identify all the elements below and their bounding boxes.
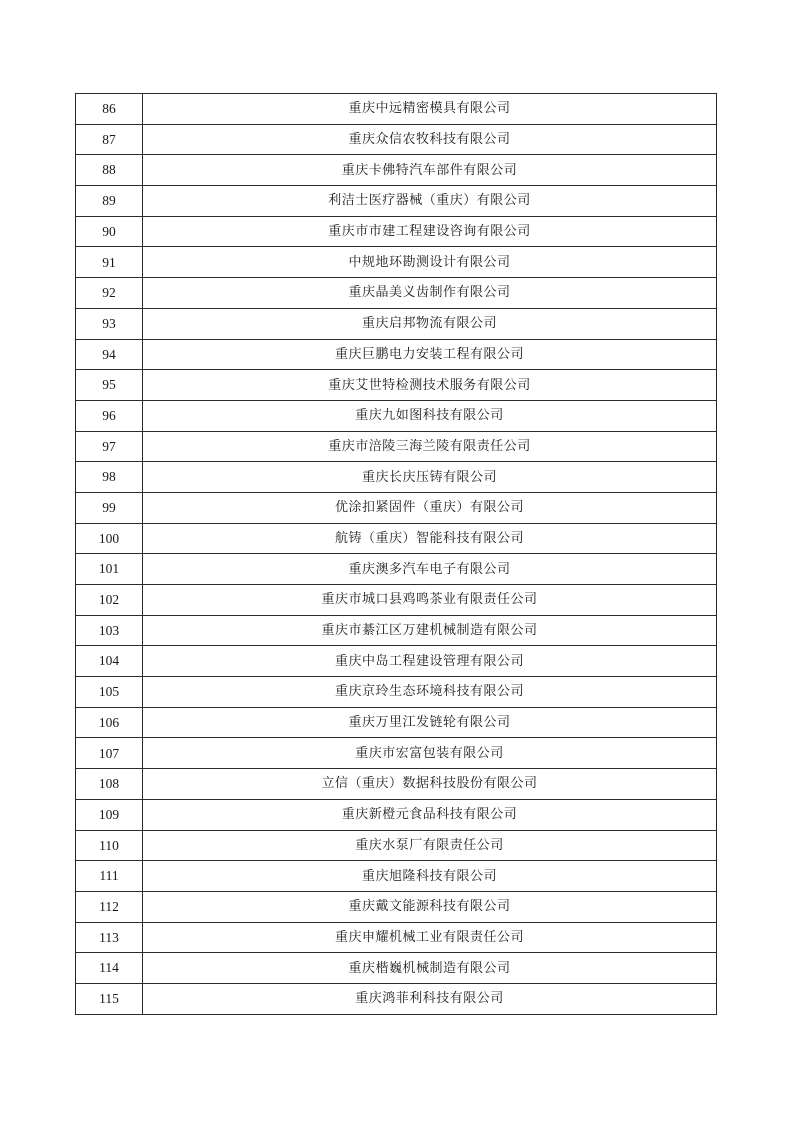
- company-name-cell: 重庆市綦江区万建机械制造有限公司: [143, 615, 717, 646]
- row-number-cell: 94: [76, 339, 143, 370]
- row-number-cell: 102: [76, 585, 143, 616]
- company-name-cell: 重庆水泵厂有限责任公司: [143, 830, 717, 861]
- table-row: [76, 94, 717, 125]
- table-row: [76, 278, 717, 309]
- row-number-cell: 100: [76, 523, 143, 554]
- row-number-cell: 113: [76, 922, 143, 953]
- table-row: [76, 707, 717, 738]
- table-row: [76, 769, 717, 800]
- row-number-cell: 105: [76, 677, 143, 708]
- company-name-cell: 重庆京玲生态环境科技有限公司: [143, 677, 717, 708]
- row-number-cell: 115: [76, 983, 143, 1014]
- company-name-cell: 重庆申耀机械工业有限责任公司: [143, 922, 717, 953]
- company-name-cell: 优涂扣紧固件（重庆）有限公司: [143, 492, 717, 523]
- table-row: [76, 155, 717, 186]
- table-row: [76, 891, 717, 922]
- table-row: [76, 370, 717, 401]
- row-number-cell: 93: [76, 308, 143, 339]
- table-row: [76, 799, 717, 830]
- row-number-cell: 112: [76, 891, 143, 922]
- row-number-cell: 109: [76, 799, 143, 830]
- table-row: [76, 492, 717, 523]
- company-name-cell: 重庆九如图科技有限公司: [143, 400, 717, 431]
- company-name-cell: 重庆巨鹏电力安装工程有限公司: [143, 339, 717, 370]
- company-name-cell: 重庆市宏富包装有限公司: [143, 738, 717, 769]
- table-row: [76, 922, 717, 953]
- row-number-cell: 92: [76, 278, 143, 309]
- table-row: [76, 861, 717, 892]
- table-row: [76, 615, 717, 646]
- company-name-cell: 重庆市城口县鸡鸣茶业有限责任公司: [143, 585, 717, 616]
- company-name-cell: 重庆中岛工程建设管理有限公司: [143, 646, 717, 677]
- row-number-cell: 106: [76, 707, 143, 738]
- company-list-table: [75, 93, 717, 1015]
- row-number-cell: 108: [76, 769, 143, 800]
- table-row: [76, 738, 717, 769]
- company-name-cell: 重庆万里江发链轮有限公司: [143, 707, 717, 738]
- table-row: [76, 216, 717, 247]
- row-number-cell: 103: [76, 615, 143, 646]
- table-row: [76, 677, 717, 708]
- company-name-cell: 重庆艾世特检测技术服务有限公司: [143, 370, 717, 401]
- company-name-cell: 重庆市市建工程建设咨询有限公司: [143, 216, 717, 247]
- row-number-cell: 101: [76, 554, 143, 585]
- company-name-cell: 重庆旭隆科技有限公司: [143, 861, 717, 892]
- company-name-cell: 重庆新橙元食品科技有限公司: [143, 799, 717, 830]
- company-name-cell: 重庆卡佛特汽车部件有限公司: [143, 155, 717, 186]
- row-number-cell: 95: [76, 370, 143, 401]
- table-row: [76, 462, 717, 493]
- company-list-body: [76, 94, 717, 1015]
- table-row: [76, 585, 717, 616]
- company-name-cell: 重庆澳多汽车电子有限公司: [143, 554, 717, 585]
- row-number-cell: 104: [76, 646, 143, 677]
- table-row: [76, 554, 717, 585]
- table-row: [76, 983, 717, 1014]
- row-number-cell: 110: [76, 830, 143, 861]
- company-name-cell: 重庆中远精密模具有限公司: [143, 94, 717, 125]
- company-name-cell: 重庆众信农牧科技有限公司: [143, 124, 717, 155]
- table-row: [76, 523, 717, 554]
- row-number-cell: 107: [76, 738, 143, 769]
- table-row: [76, 124, 717, 155]
- company-name-cell: 航铸（重庆）智能科技有限公司: [143, 523, 717, 554]
- table-row: [76, 953, 717, 984]
- company-name-cell: 重庆楷巍机械制造有限公司: [143, 953, 717, 984]
- row-number-cell: 98: [76, 462, 143, 493]
- company-name-cell: 立信（重庆）数据科技股份有限公司: [143, 769, 717, 800]
- row-number-cell: 111: [76, 861, 143, 892]
- table-row: [76, 431, 717, 462]
- table-row: [76, 308, 717, 339]
- table-row: [76, 646, 717, 677]
- company-name-cell: 重庆市涪陵三海兰陵有限责任公司: [143, 431, 717, 462]
- table-row: [76, 186, 717, 217]
- company-name-cell: 利洁士医疗器械（重庆）有限公司: [143, 186, 717, 217]
- table-row: [76, 339, 717, 370]
- company-name-cell: 中规地环勘测设计有限公司: [143, 247, 717, 278]
- company-name-cell: 重庆晶美义齿制作有限公司: [143, 278, 717, 309]
- row-number-cell: 91: [76, 247, 143, 278]
- row-number-cell: 87: [76, 124, 143, 155]
- row-number-cell: 97: [76, 431, 143, 462]
- row-number-cell: 96: [76, 400, 143, 431]
- company-name-cell: 重庆戴文能源科技有限公司: [143, 891, 717, 922]
- company-name-cell: 重庆启邦物流有限公司: [143, 308, 717, 339]
- row-number-cell: 89: [76, 186, 143, 217]
- row-number-cell: 99: [76, 492, 143, 523]
- table-row: [76, 247, 717, 278]
- company-name-cell: 重庆鸿菲利科技有限公司: [143, 983, 717, 1014]
- row-number-cell: 88: [76, 155, 143, 186]
- table-row: [76, 830, 717, 861]
- row-number-cell: 114: [76, 953, 143, 984]
- row-number-cell: 90: [76, 216, 143, 247]
- row-number-cell: 86: [76, 94, 143, 125]
- table-row: [76, 400, 717, 431]
- company-name-cell: 重庆长庆压铸有限公司: [143, 462, 717, 493]
